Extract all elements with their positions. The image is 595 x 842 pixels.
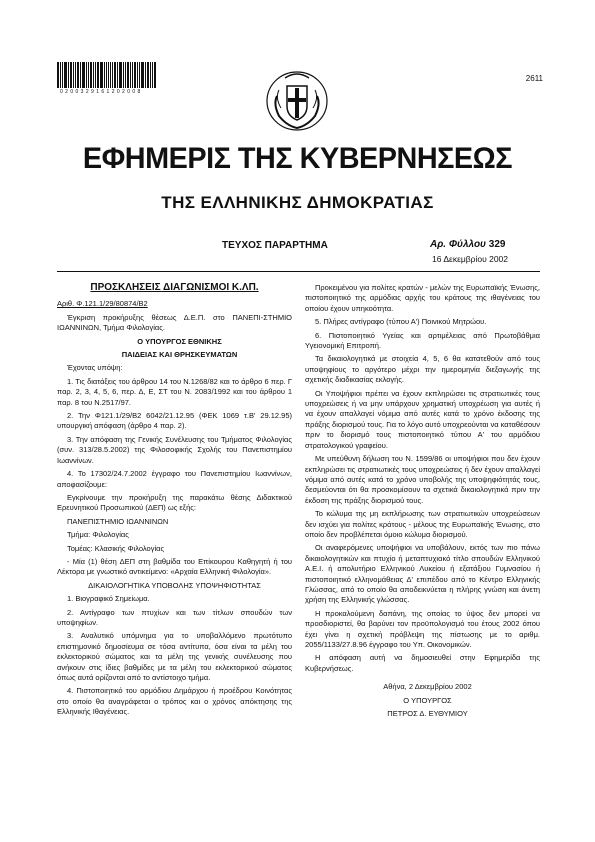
sector-name: Τομέας: Κλασικής Φιλολογίας xyxy=(67,543,165,553)
gazette-title: ΕΦΗΜΕΡΙΣ ΤΗΣ ΚΥΒΕΡΝΗΣΕΩΣ xyxy=(82,142,513,175)
approval-text: Εγκρίνουμε την προκήρυξη της παρακάτω θέσης Διδακτικού Ερευνητικού Προσωπικού (ΔΕΠ) ως εξής: xyxy=(57,492,292,513)
minister-title-2: ΠΑΙΔΕΙΑΣ ΚΑΙ ΘΡΗΣΚΕΥΜΑΤΩΝ xyxy=(121,350,238,360)
department-name: Τμήμα: Φιλολογίας xyxy=(67,530,129,540)
left-column xyxy=(57,283,292,721)
regard-item: 4. Το 17302/24.7.2002 έγγραφο του Πανεπιστημίου Ιωαννίνων, αποφασίζουμε: xyxy=(57,469,292,489)
header-divider xyxy=(57,271,540,272)
position-description: - Μία (1) θέση ΔΕΠ στη βαθμίδα του Επίκουρου Καθηγητή ή του Λέκτορα με γνωστικό αντικείμενο: «Αρχαία Ελληνική Φιλολογία». xyxy=(57,556,292,577)
page-number: 2611 xyxy=(525,74,543,83)
body-paragraph: Οι αναφερόμενες υποψήφιοι να υποβάλουν, εκτός των πιο πάνω δικαιολογητικών και πτυχίο ή μεταπτυχιακό τίτλο σπουδών Ελληνικού Α.Ε.Ι. ή απολυτήριο Ελληνικού Λυκείου ή εξατάξιου Γυμνασίου ή πιστοποιητικό ελληνομάθειας Δ' επιπέδου από το Κέντρο Ελληνικής Γλώσσας, από το οποίο θα αποδεικνύεται η πλήρης γνώση και άνετη χρήση της Ελληνικής γλώσσας. xyxy=(305,543,540,605)
decision-reference: Αριθ. Φ.121.1/29/80874/Β2 xyxy=(57,299,148,309)
right-column xyxy=(305,283,540,722)
body-paragraph: Οι Υποψήφιοι πρέπει να έχουν εκπληρώσει τις στρατιωτικές τους υποχρεώσεις ή να μην υπάρχουν χρηματική υποχρέωση για αυτές ή να έχουν απαλλαγεί νόμιμα από αυτές κατά το χρόνο έκδοσης της πράξης διορισμού τους. Για το λόγο αυτό υποχρεούνται να καταθέσουν πριν το διορισμό τους πιστοποιητικό τύπου Α' του αρμόδιου στρατολογικού γραφείου. xyxy=(305,388,540,450)
document-item: 1. Βιογραφικό Σημείωμα. xyxy=(67,594,150,604)
regard-item: 2. Την Φ121.1/29/Β2 6042/21.12.95 (ΦΕΚ 1069 τ.Β' 29.12.95) υπουργική απόφαση (άρθρο 4 παρ. 2). xyxy=(57,411,292,431)
body-paragraph: Η προκαλούμενη δαπάνη, της οποίας το ύψος δεν μπορεί να προσδιοριστεί, θα βαρύνει τον προϋπολογισμό του έτους 2002 όπου έχει γίνει η σχετική πρόβλεψη της πίστωσης με το αριθμ. 2055/1133/27.8.96 έγγραφο του Υπ. Οικονομικών. xyxy=(305,608,540,649)
sheet-label: Αρ. Φύλλου xyxy=(430,239,486,250)
gazette-subtitle: ΤΗΣ ΕΛΛΗΝΙΚΗΣ ΔΗΜΟΚΡΑΤΙΑΣ xyxy=(161,193,434,212)
greek-coat-of-arms-icon xyxy=(265,68,329,132)
body-paragraph: Με υπεύθυνη δήλωση του Ν. 1599/86 οι υποψήφιοι που δεν έχουν εκπληρώσει τις στρατιωτικές τους υποχρεώσεις ή δεν έχουν απαλλαγεί νόμιμα από αυτές κατά το χρόνο υποβολής της υποψηφιότητάς τους, δεσμεύονται ότι θα προσκομίσουν τα σχετικά δικαιολογητικά πριν την έκδοση της πράξης διορισμού τους. xyxy=(305,454,540,505)
barcode xyxy=(57,62,157,88)
body-paragraph: Η απόφαση αυτή να δημοσιευθεί στην Εφημερίδα της Κυβερνήσεως. xyxy=(305,653,540,673)
body-paragraph: 6. Πιστοποιητικό Υγείας και αρτιμέλειας από Πρωτοβάθμια Υγειονομική Επιτροπή. xyxy=(305,330,540,351)
body-paragraph: Το κώλυμα της μη εκπλήρωσης των στρατιωτικών υποχρεώσεων δεν ισχύει για πολίτες κράτους - μέλους της Ευρωπαϊκής Ένωσης, στο οποίο δεν προβλέπεται όμοιο κώλυμα διορισμού. xyxy=(305,509,540,539)
barcode-number: 0 2 0 0 3 2 9 1 6 1 2 0 2 0 0 8 xyxy=(60,89,141,95)
body-paragraph: Προκειμένου για πολίτες κρατών - μελών της Ευρωπαϊκής Ένωσης, πιστοποιητικό της αρμόδιας αρχής του κράτους της ιθαγένειας του οποίου έχουν υπηκοότητα. xyxy=(305,283,540,313)
document-item: 3. Αναλυτικό υπόμνημα για το υποβαλλόμενο πρωτότυπο επιστημονικό δημοσίευμα σε τόσα αντίτυπα, όσα είναι τα μέλη του εκλεκτορικού σώματος και τα μέλη της γενικής συνέλευσης που ανήκουν στις ίδιες βαθμίδες με τα μέλη του εκλεκτορικού σώματος όπως αυτά ορίζονται από το αντίστοιχο τμήμα. xyxy=(57,631,292,682)
sheet-number xyxy=(430,239,505,250)
sheet-number-value: 329 xyxy=(488,239,506,250)
minister-title-1: Ο ΥΠΟΥΡΓΟΣ ΕΘΝΙΚΗΣ xyxy=(137,336,222,346)
section-heading: ΠΡΟΣΚΛΗΣΕΙΣ ΔΙΑΓΩΝΙΣΜΟΙ Κ.ΛΠ. xyxy=(90,282,259,293)
documents-heading: ΔΙΚΑΙΟΛΟΓΗΤΙΚΑ ΥΠΟΒΟΛΗΣ ΥΠΟΨΗΦΙΟΤΗΤΑΣ xyxy=(88,580,261,590)
document-item: 4. Πιστοποιητικό του αρμόδιου Δημάρχου ή προέδρου Κοινότητας στο οποίο θα αναγράφεται ο τρόπος και ο χρόνος απόκτησης της Ελληνικής Ιθαγένειας. xyxy=(57,686,292,717)
having-regard: Έχοντας υπόψη: xyxy=(67,363,123,373)
body-paragraph: 5. Πλήρες αντίγραφο (τύπου Α') Ποινικού Μητρώου. xyxy=(315,317,487,327)
signature-name: ΠΕΤΡΟΣ Δ. ΕΥΘΥΜΙΟΥ xyxy=(387,709,468,719)
body-paragraph: Τα δικαιολογητικά με στοιχεία 4, 5, 6 θα κατατεθούν από τους υποψηφίους το αργότερο μέχρι την ημερομηνία διεξαγωγής της σχετικής διαδικασίας εκλογής. xyxy=(305,354,540,385)
university-name: ΠΑΝΕΠΙΣΤΗΜΙΟ ΙΩΑΝΝΙΝΩΝ xyxy=(67,516,169,526)
decision-description: Έγκριση προκήρυξης θέσεως Δ.Ε.Π. στο ΠΑΝΕΠΙ-ΣΤΗΜΙΟ ΙΩΑΝΝΙΝΩΝ, Τμήμα Φιλολογίας. xyxy=(57,312,292,333)
regard-item: 1. Τις διατάξεις του άρθρου 14 του Ν.1268/82 και το άρθρο 6 περ. Γ παρ. 2, 3, 4, 5, 6, περ. Δ, Ε, ΣΤ του Ν. 2083/1992 και του άρθρου 1 παρ. 8 του Ν.2517/97. xyxy=(57,376,292,407)
issue-date: 16 Δεκεμβρίου 2002 xyxy=(432,254,509,264)
issue-type: ΤΕΥΧΟΣ ΠΑΡΑΡΤΗΜΑ xyxy=(222,240,328,251)
regard-item: 3. Την απόφαση της Γενικής Συνέλευσης του Τμήματος Φιλολογίας (συν. 313/28.5.2002) της Φιλοσοφικής Σχολής του Πανεπιστημίου Ιωαννίνων. xyxy=(57,434,292,465)
document-item: 2. Αντίγραφο των πτυχίων και των τίτλων σπουδών των υποψηφίων. xyxy=(57,607,292,627)
signature-place-date: Αθήνα, 2 Δεκεμβρίου 2002 xyxy=(383,682,472,692)
signature-role: Ο ΥΠΟΥΡΓΟΣ xyxy=(403,695,452,705)
